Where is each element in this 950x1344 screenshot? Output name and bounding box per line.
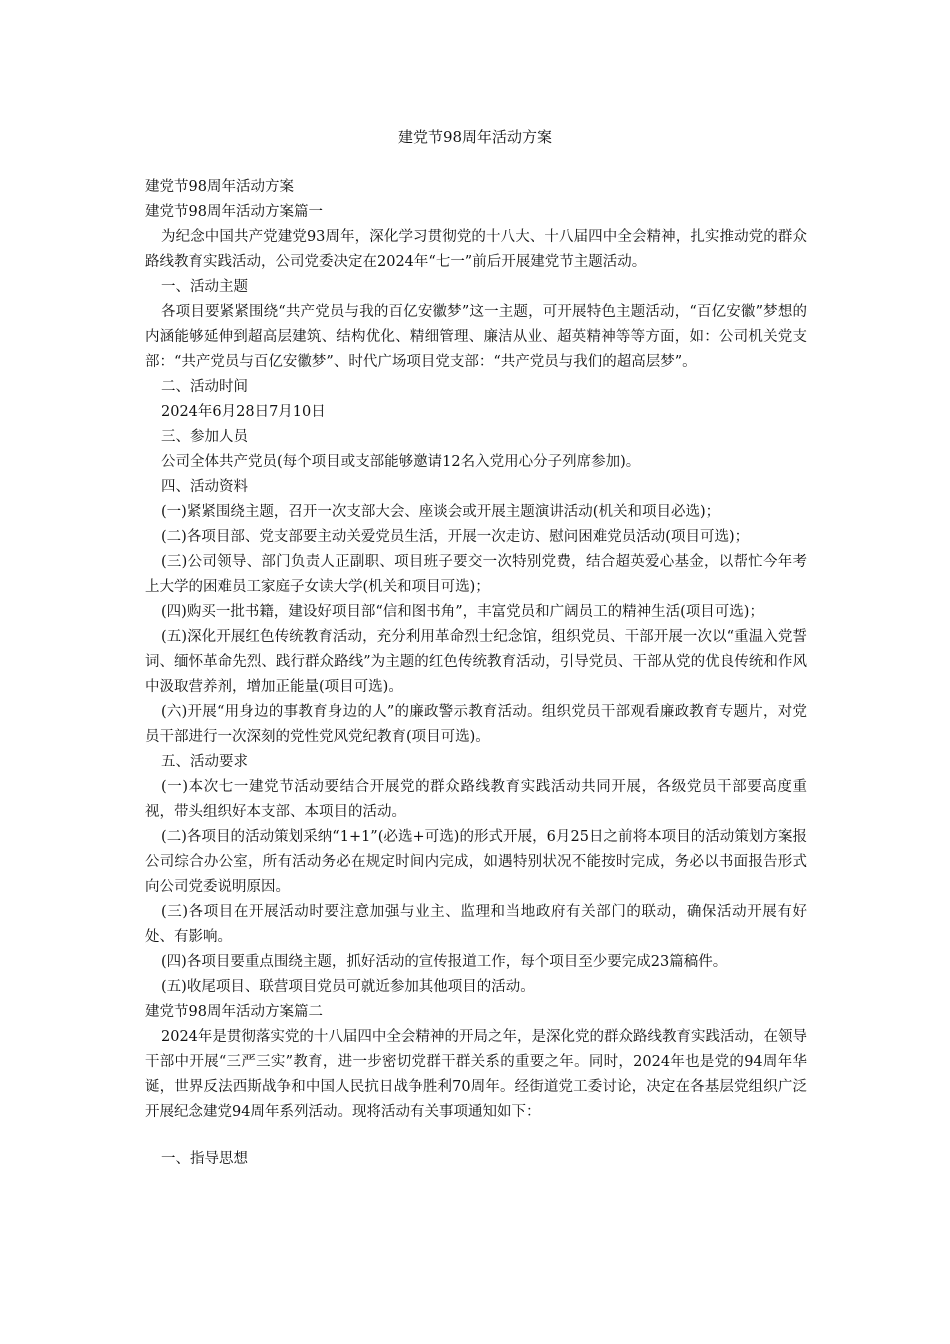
body-paragraph: (五)深化开展红色传统教育活动，充分利用革命烈士纪念馆，组织党员、干部开展一次以“重温入党誓词、缅怀革命先烈、践行群众路线”为主题的红色传统教育活动，引导党员、干部从党的优良传统和作风中汲取营养剂，增加正能量(项目可选)。 <box>145 629 807 695</box>
body-paragraph: (三)公司领导、部门负责人正副职、项目班子要交一次特别党费，结合超英爱心基金，以帮忙今年考上大学的困难员工家庭子女读大学(机关和项目可选)； <box>145 554 807 595</box>
body-paragraph: (二)各项目部、党支部要主动关爱党员生活，开展一次走访、慰问困难党员活动(项目可选)； <box>161 529 750 545</box>
body-paragraph: 各项目要紧紧围绕“共产党员与我的百亿安徽梦”这一主题，可开展特色主题活动，“百亿安徽”梦想的内涵能够延伸到超高层建筑、结构优化、精细管理、廉洁从业、超英精神等等方面，如：公司机关党支部：“共产党员与百亿安徽梦”、时代广场项目党支部：“共产党员与我们的超高层梦”。 <box>145 304 807 370</box>
body-paragraph: (六)开展“用身边的事教育身边的人”的廉政警示教育活动。组织党员干部观看廉政教育专题片，对党员干部进行一次深刻的党性党风党纪教育(项目可选)。 <box>145 704 807 745</box>
body-paragraph: (三)各项目在开展活动时要注意加强与业主、监理和当地政府有关部门的联动，确保活动开展有好处、有影响。 <box>145 904 807 945</box>
body-paragraph: 三、参加人员 <box>161 429 248 445</box>
body-paragraph: (一)紧紧围绕主题，召开一次支部大会、座谈会或开展主题演讲活动(机关和项目必选)； <box>161 504 721 520</box>
body-paragraph: (一)本次七一建党节活动要结合开展党的群众路线教育实践活动共同开展，各级党员干部要高度重视，带头组织好本支部、本项目的活动。 <box>145 779 807 820</box>
section-heading: 建党节98周年活动方案 <box>145 179 294 195</box>
body-paragraph: 四、活动资料 <box>161 479 248 495</box>
body-paragraph: (四)各项目要重点围绕主题，抓好活动的宣传报道工作，每个项目至少要完成23篇稿件。 <box>161 954 728 970</box>
body-paragraph: 为纪念中国共产党建党93周年，深化学习贯彻党的十八大、十八届四中全会精神，扎实推动党的群众路线教育实践活动，公司党委决定在2024年“七一”前后开展建党节主题活动。 <box>145 229 807 270</box>
body-paragraph: (四)购买一批书籍，建设好项目部“信和图书角”，丰富党员和广阔员工的精神生活(项目可选)； <box>161 604 764 620</box>
body-paragraph: 2024年6月28日7月10日 <box>161 404 326 420</box>
body-paragraph: 二、活动时间 <box>161 379 248 395</box>
body-paragraph: 2024年是贯彻落实党的十八届四中全会精神的开局之年，是深化党的群众路线教育实践活动，在领导干部中开展“三严三实”教育，进一步密切党群干群关系的重要之年。同时，2024年也是党的94周年华诞，世界反法西斯战争和中国人民抗日战争胜利70周年。经街道党工委讨论，决定在各基层党组织广泛开展纪念建党94周年系列活动。现将活动有关事项通知如下： <box>145 1029 807 1120</box>
body-paragraph: (五)收尾项目、联营项目党员可就近参加其他项目的活动。 <box>161 979 535 995</box>
body-paragraph: 五、活动要求 <box>161 754 248 770</box>
body-paragraph: (二)各项目的活动策划采纳“1+1”(必选+可选)的形式开展，6月25日之前将本项目的活动策划方案报公司综合办公室，所有活动务必在规定时间内完成，如遇特别状况不能按时完成，务必以书面报告形式向公司党委说明原因。 <box>145 829 807 895</box>
paragraph-gap <box>145 1125 807 1147</box>
body-paragraph: 一、指导思想 <box>161 1151 248 1167</box>
section-heading: 建党节98周年活动方案篇二 <box>145 1004 323 1020</box>
body-paragraph: 一、活动主题 <box>161 279 248 295</box>
body-paragraph: 公司全体共产党员(每个项目或支部能够邀请12名入党用心分子列席参加)。 <box>161 454 641 470</box>
section-heading: 建党节98周年活动方案篇一 <box>145 204 323 220</box>
document-body <box>145 175 807 1172</box>
document-title: 建党节98周年活动方案 <box>397 128 553 146</box>
